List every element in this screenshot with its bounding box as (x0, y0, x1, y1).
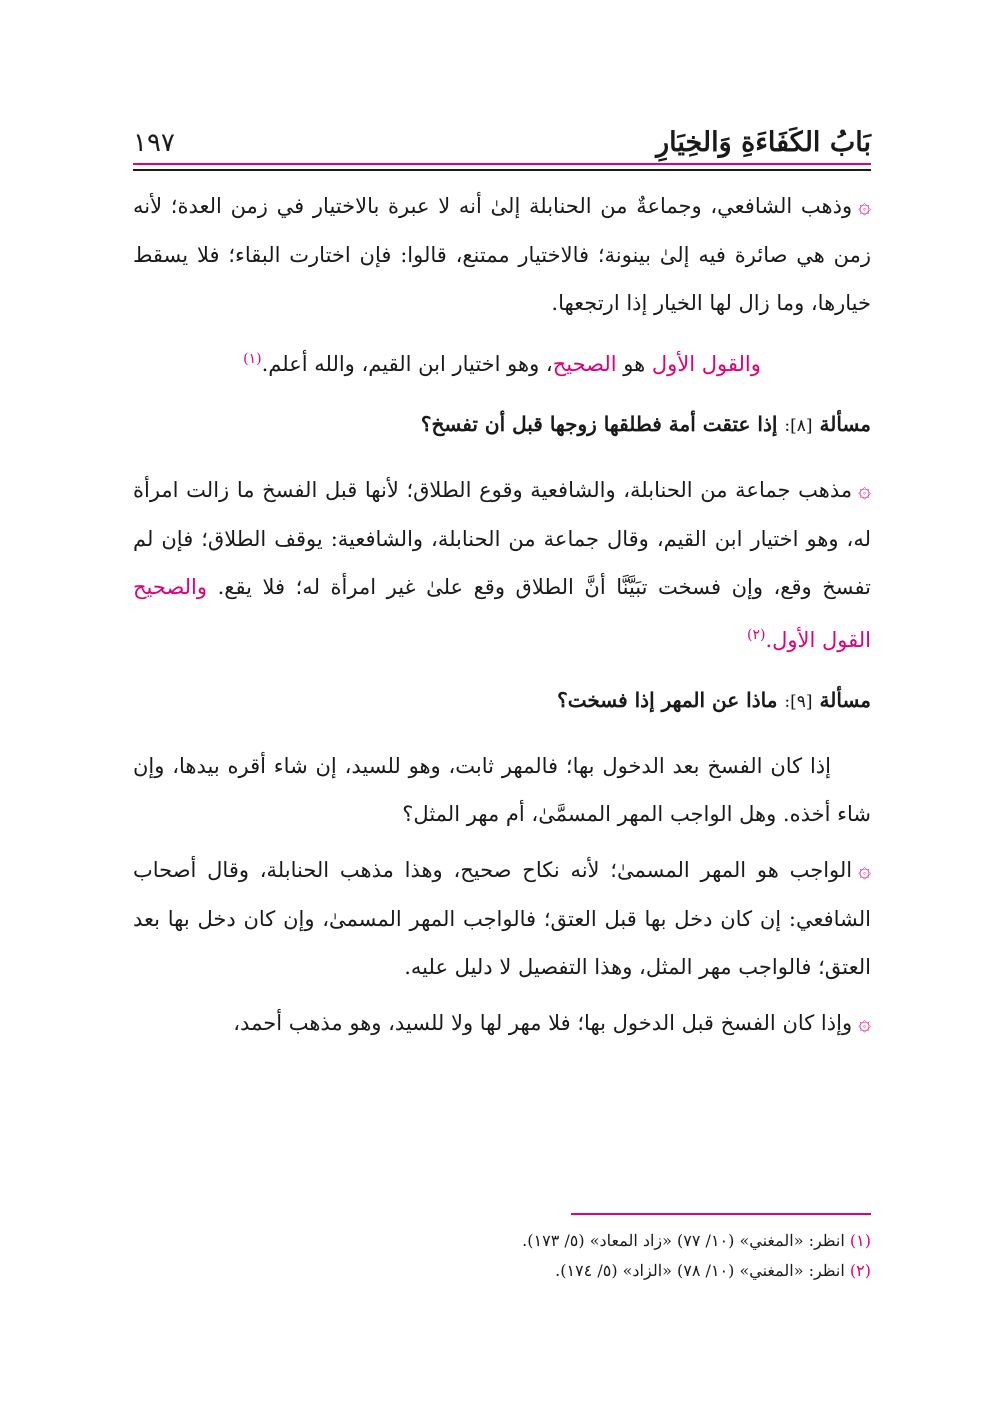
highlight-text: والصحيح القول الأول. (133, 575, 871, 652)
main-text (133, 182, 871, 1056)
header-rule-pink (133, 163, 871, 165)
page-number: ١٩٧ (133, 128, 175, 158)
footnote-ref-1[interactable]: (١) (243, 351, 262, 367)
masala-label: مسألة (819, 688, 871, 712)
masala-question: إذا عتقت أمة فطلقها زوجها قبل أن تفسخ؟ (420, 412, 778, 436)
footnotes (133, 1226, 871, 1286)
highlight-text: الصحيح (552, 352, 617, 376)
paragraph-1 (133, 182, 871, 327)
footnote-ref-2[interactable]: (٢) (747, 627, 766, 643)
paragraph-text: إذا كان الفسخ بعد الدخول بها؛ فالمهر ثابت، وهو للسيد، إن شاء أقره بيدها، وإن شاء أخذه. وهل الواجب المهر المسمَّىٰ، أم مهر المثل؟ (133, 754, 871, 826)
masala-number: [٩]: (784, 692, 813, 712)
highlight-text: والقول الأول (651, 352, 761, 376)
masala-question: ماذا عن المهر إذا فسخت؟ (557, 688, 778, 712)
footnote-number: (٢) (849, 1261, 871, 1280)
paragraph-text: الواجب هو المهر المسمىٰ؛ لأنه نكاح صحيح، وهذا مذهب الحنابلة، وقال أصحاب الشافعي: إن كان دخل بها قبل العتق؛ فالواجب المهر المسمىٰ، وإن كان دخل بها بعد العتق؛ فالواجب مهر المثل، وهذا التفصيل لا دليل عليه. (133, 858, 871, 979)
paragraph-3 (133, 466, 871, 664)
footnote-text: انظر: «المغني» (١٠/ ٧٧) «زاد المعاد» (٥/ ١٧٣). (522, 1231, 845, 1250)
paragraph-text: وإذا كان الفسخ قبل الدخول بها؛ فلا مهر لها ولا للسيد، وهو مذهب أحمد، (233, 1011, 853, 1035)
masala-8-heading (133, 402, 871, 448)
paragraph-4 (133, 742, 871, 838)
paragraph-text: ، وهو اختيار ابن القيم، والله أعلم. (261, 352, 553, 376)
footnote-rule (571, 1213, 871, 1215)
footnote-number: (١) (849, 1231, 871, 1250)
chapter-title: بَابُ الكَفَاءَةِ وَالخِيَارِ (656, 127, 871, 158)
masala-9-heading (133, 678, 871, 724)
paragraph-text: مذهب جماعة من الحنابلة، والشافعية وقوع الطلاق؛ لأنها قبل الفسخ ما زالت امرأة له، وهو اختيار ابن القيم، وقال جماعة من الحنابلة، والشافعية: يوقف الطلاق؛ فإن لم تفسخ وقع، وإن فسخت تبَيَّنَّا أنَّ الطلاق وقع علىٰ غير امرأة له؛ فلا يقع. (133, 478, 871, 599)
page-header (133, 118, 871, 158)
flower-ornament-icon: ۞ (858, 858, 871, 883)
paragraph-text: هو (616, 352, 652, 376)
masala-label: مسألة (819, 412, 871, 436)
masala-number: [٨]: (784, 416, 813, 436)
paragraph-6 (133, 999, 871, 1048)
flower-ornament-icon: ۞ (858, 478, 871, 503)
flower-ornament-icon: ۞ (858, 1011, 871, 1036)
flower-ornament-icon: ۞ (858, 194, 871, 219)
footnote-1 (133, 1226, 871, 1256)
footnote-2 (133, 1256, 871, 1286)
paragraph-5 (133, 846, 871, 991)
paragraph-text: وذهب الشافعي، وجماعةٌ من الحنابلة إلىٰ أنه لا عبرة بالاختيار في زمن العدة؛ لأنه زمن هي صائرة فيه إلىٰ بينونة؛ فالاختيار ممتنع، قالوا: فإن اختارت البقاء؛ فلا يسقط خيارها، وما زال لها الخيار إذا ارتجعها. (133, 194, 871, 315)
header-rule-dark (133, 169, 871, 171)
paragraph-2 (133, 335, 871, 388)
footnote-text: انظر: «المغني» (١٠/ ٧٨) «الزاد» (٥/ ١٧٤). (555, 1261, 845, 1280)
